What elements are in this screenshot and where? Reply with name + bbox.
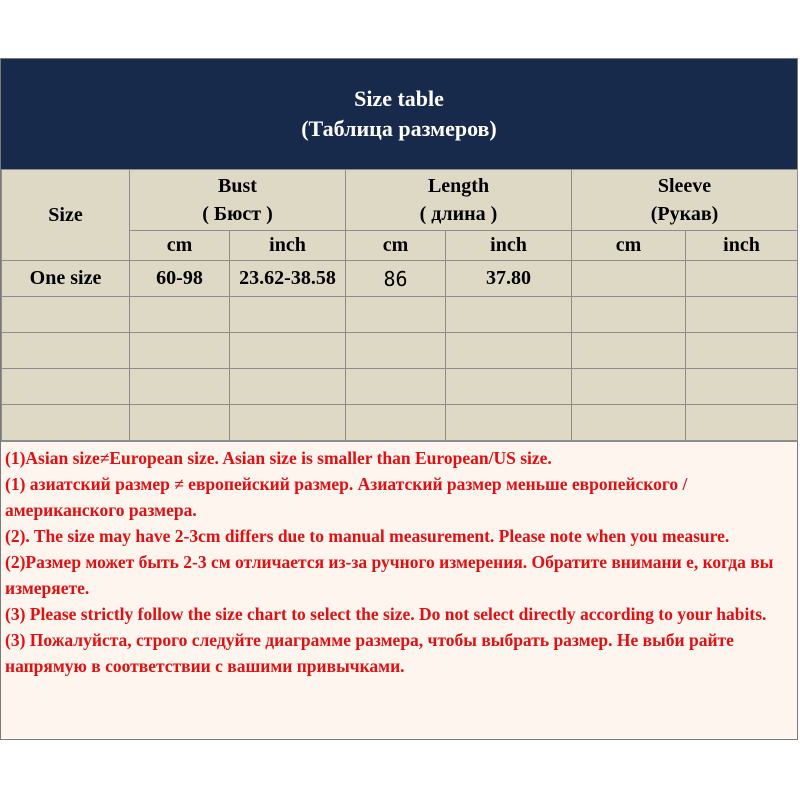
note-2-en: (2). The size may have 2-3cm differs due to manual measurement. Please note when you measure.: [5, 526, 730, 546]
table-row: [2, 261, 798, 297]
sleeve-cm-unit: cm: [572, 231, 686, 261]
table-header-row: [2, 170, 798, 231]
bust-cm-unit: cm: [130, 231, 230, 261]
page-subtitle: (Таблица размеров): [301, 116, 497, 141]
note-1-ru: (1) азиатский размер ≠ европейский размер. Азиатский размер меньше европейского / американского размера.: [5, 474, 688, 520]
title-banner: [1, 59, 797, 169]
empty-table-row: [2, 369, 798, 405]
length-header-translation: ( длина ): [419, 203, 498, 225]
bust-header-translation: ( Бюст ): [202, 203, 273, 225]
size-column-header: Size: [2, 170, 130, 261]
empty-table-row: [2, 405, 798, 441]
bust-inch-unit: inch: [230, 231, 346, 261]
note-3-ru: (3) Пожалуйста, строго следуйте диаграмме размера, чтобы выбрать размер. Не выби райте напрямую в соответствии с вашими привычками.: [5, 630, 734, 676]
bust-inch-cell: 23.62-38.58: [230, 261, 346, 297]
empty-table-row: [2, 333, 798, 369]
length-cm-unit: cm: [346, 231, 446, 261]
sleeve-cm-cell: [572, 261, 686, 297]
length-header: [346, 170, 572, 231]
sleeve-inch-cell: [686, 261, 798, 297]
bust-header: [130, 170, 346, 231]
size-chart: [0, 58, 798, 740]
length-header-label: Length: [427, 175, 490, 197]
bust-header-label: Bust: [218, 175, 257, 197]
sleeve-inch-unit: inch: [686, 231, 798, 261]
size-table: [1, 169, 798, 441]
length-cm-cell: 86: [346, 261, 446, 297]
size-notes: [1, 441, 797, 738]
size-cell: One size: [2, 261, 130, 297]
note-2-ru: (2)Размер может быть 2-3 см отличается из-за ручного измерения. Обратите внимани е, когда вы измеряете.: [5, 552, 774, 598]
page-title: Size table: [354, 86, 444, 111]
bust-cm-cell: 60-98: [130, 261, 230, 297]
note-3-en: (3) Please strictly follow the size chart to select the size. Do not select directly according to your habits.: [5, 604, 767, 624]
length-inch-unit: inch: [446, 231, 572, 261]
note-1-en: (1)Asian size≠European size. Asian size is smaller than European/US size.: [5, 448, 552, 468]
sleeve-header: [572, 170, 798, 231]
empty-table-row: [2, 297, 798, 333]
sleeve-header-label: Sleeve: [657, 175, 712, 197]
length-inch-cell: 37.80: [446, 261, 572, 297]
sleeve-header-translation: (Рукав): [650, 203, 719, 225]
